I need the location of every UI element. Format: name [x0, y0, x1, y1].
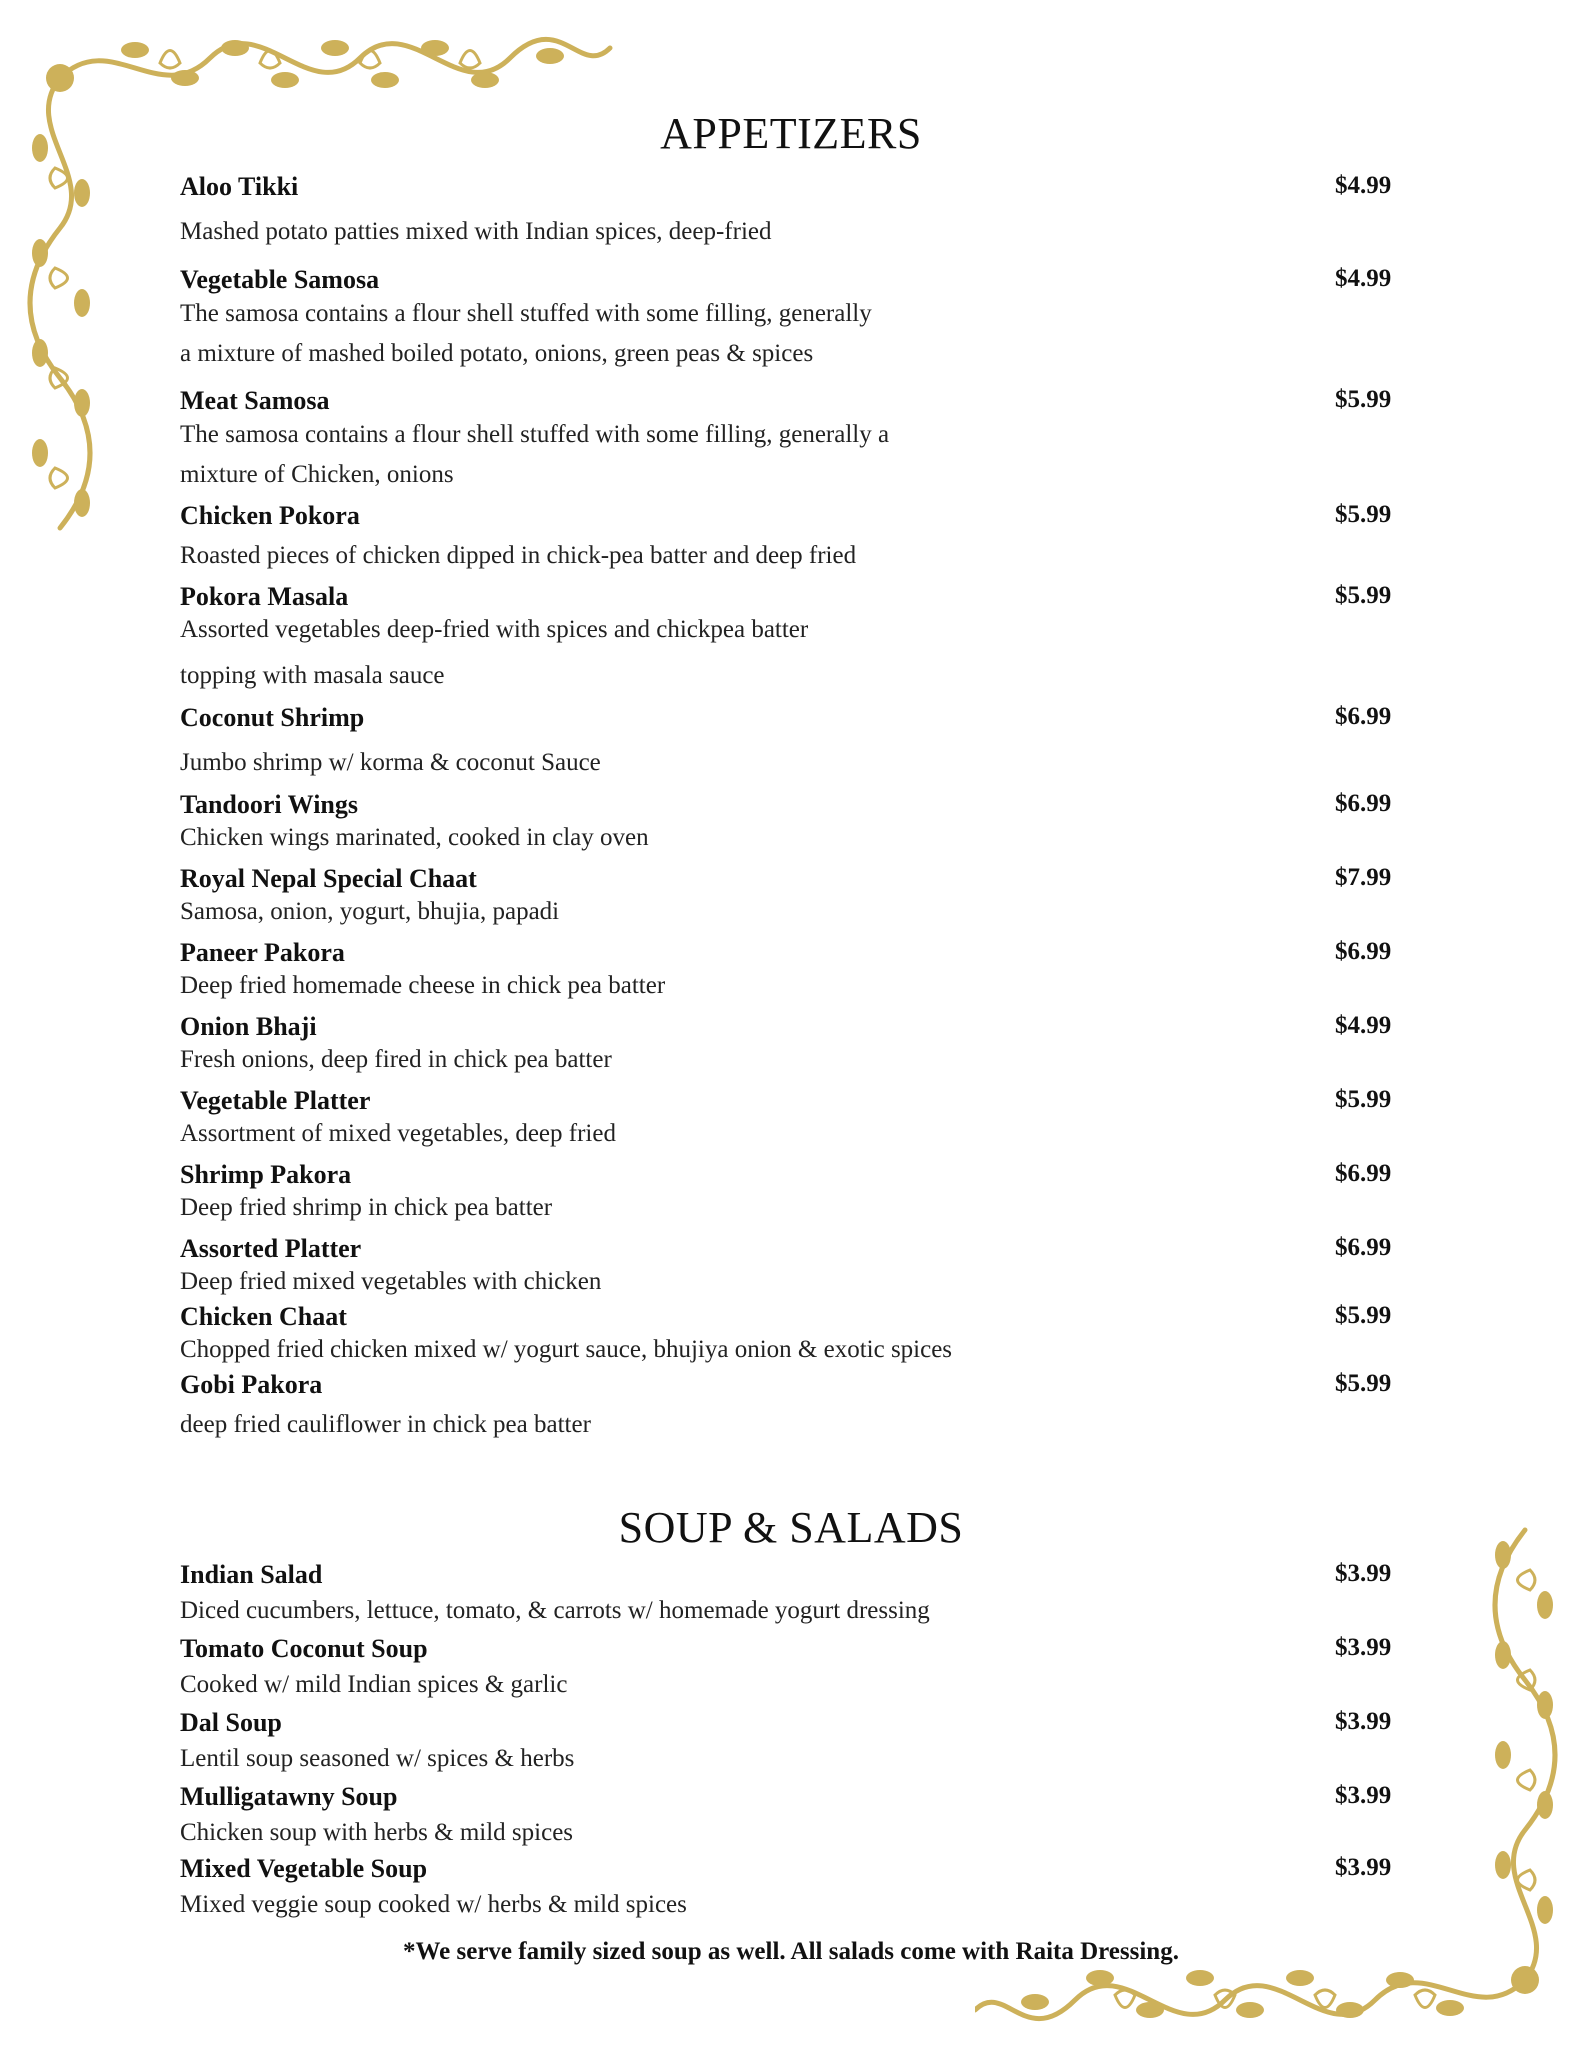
- item-name: Onion Bhaji: [180, 1012, 317, 1041]
- item-name: Tomato Coconut Soup: [180, 1634, 428, 1663]
- item-description: Mixed veggie soup cooked w/ herbs & mild spices: [180, 1891, 687, 1918]
- soups-title: SOUP & SALADS: [618, 1503, 964, 1552]
- item-description: Chicken soup with herbs & mild spices: [180, 1819, 574, 1846]
- item-description: Assorted vegetables deep-fried with spices and chickpea batter: [180, 616, 809, 643]
- item-description: Samosa, onion, yogurt, bhujia, papadi: [180, 898, 560, 925]
- item-price: $4.99: [1335, 1012, 1392, 1039]
- item-name: Royal Nepal Special Chaat: [180, 864, 477, 893]
- item-description: Diced cucumbers, lettuce, tomato, & carrots w/ homemade yogurt dressing: [180, 1597, 930, 1624]
- item-name: Vegetable Platter: [180, 1086, 371, 1115]
- item-name: Gobi Pakora: [180, 1370, 323, 1399]
- item-price: $6.99: [1335, 790, 1392, 817]
- item-description: mixture of Chicken, onions: [180, 461, 454, 488]
- item-price: $4.99: [1335, 172, 1392, 199]
- item-name: Chicken Chaat: [180, 1302, 347, 1331]
- item-description: Deep fried shrimp in chick pea batter: [180, 1194, 553, 1221]
- item-price: $6.99: [1335, 1160, 1392, 1187]
- item-description: Assortment of mixed vegetables, deep fried: [180, 1120, 616, 1147]
- item-name: Pokora Masala: [180, 582, 349, 611]
- item-name: Vegetable Samosa: [180, 265, 380, 294]
- item-price: $5.99: [1335, 582, 1392, 609]
- item-price: $5.99: [1335, 501, 1392, 528]
- item-description: Deep fried mixed vegetables with chicken: [180, 1268, 602, 1295]
- item-name: Chicken Pokora: [180, 501, 360, 530]
- item-price: $5.99: [1335, 1370, 1392, 1397]
- item-description: The samosa contains a flour shell stuffed with some filling, generally a: [180, 421, 890, 448]
- item-description: deep fried cauliflower in chick pea batter: [180, 1411, 591, 1438]
- item-description: Fresh onions, deep fired in chick pea batter: [180, 1046, 612, 1073]
- item-price: $5.99: [1335, 1086, 1392, 1113]
- item-price: $5.99: [1335, 1302, 1392, 1329]
- item-price: $5.99: [1335, 386, 1392, 413]
- item-name: Mixed Vegetable Soup: [180, 1854, 428, 1883]
- item-description: Jumbo shrimp w/ korma & coconut Sauce: [180, 749, 601, 776]
- item-name: Meat Samosa: [180, 386, 330, 415]
- item-description: Chopped fried chicken mixed w/ yogurt sauce, bhujiya onion & exotic spices: [180, 1336, 953, 1363]
- item-price: $6.99: [1335, 703, 1392, 730]
- item-description: The samosa contains a flour shell stuffed with some filling, generally: [180, 300, 872, 327]
- item-price: $4.99: [1335, 265, 1392, 292]
- item-price: $7.99: [1335, 864, 1392, 891]
- item-description: Mashed potato patties mixed with Indian spices, deep-fried: [180, 218, 772, 245]
- footnote: *We serve family sized soup as well. All salads come with Raita Dressing.: [403, 1938, 1179, 1965]
- item-name: Shrimp Pakora: [180, 1160, 352, 1189]
- item-price: $3.99: [1335, 1708, 1392, 1735]
- item-name: Tandoori Wings: [180, 790, 359, 819]
- item-price: $6.99: [1335, 1234, 1392, 1261]
- item-price: $3.99: [1335, 1560, 1392, 1587]
- item-description: Chicken wings marinated, cooked in clay oven: [180, 824, 649, 851]
- item-price: $3.99: [1335, 1854, 1392, 1881]
- item-name: Aloo Tikki: [180, 172, 299, 201]
- item-description: Roasted pieces of chicken dipped in chick-pea batter and deep fried: [180, 542, 857, 569]
- item-description: a mixture of mashed boiled potato, onions, green peas & spices: [180, 340, 814, 367]
- item-description: Lentil soup seasoned w/ spices & herbs: [180, 1745, 575, 1772]
- item-name: Coconut Shrimp: [180, 703, 365, 732]
- item-price: $6.99: [1335, 938, 1392, 965]
- item-description: Deep fried homemade cheese in chick pea batter: [180, 972, 666, 999]
- item-description: topping with masala sauce: [180, 662, 445, 689]
- item-name: Mulligatawny Soup: [180, 1782, 398, 1811]
- item-price: $3.99: [1335, 1782, 1392, 1809]
- item-name: Indian Salad: [180, 1560, 323, 1589]
- item-name: Paneer Pakora: [180, 938, 345, 967]
- item-price: $3.99: [1335, 1634, 1392, 1661]
- item-name: Dal Soup: [180, 1708, 282, 1737]
- item-description: Cooked w/ mild Indian spices & garlic: [180, 1671, 568, 1698]
- item-name: Assorted Platter: [180, 1234, 362, 1263]
- appetizers-title: APPETIZERS: [660, 109, 922, 158]
